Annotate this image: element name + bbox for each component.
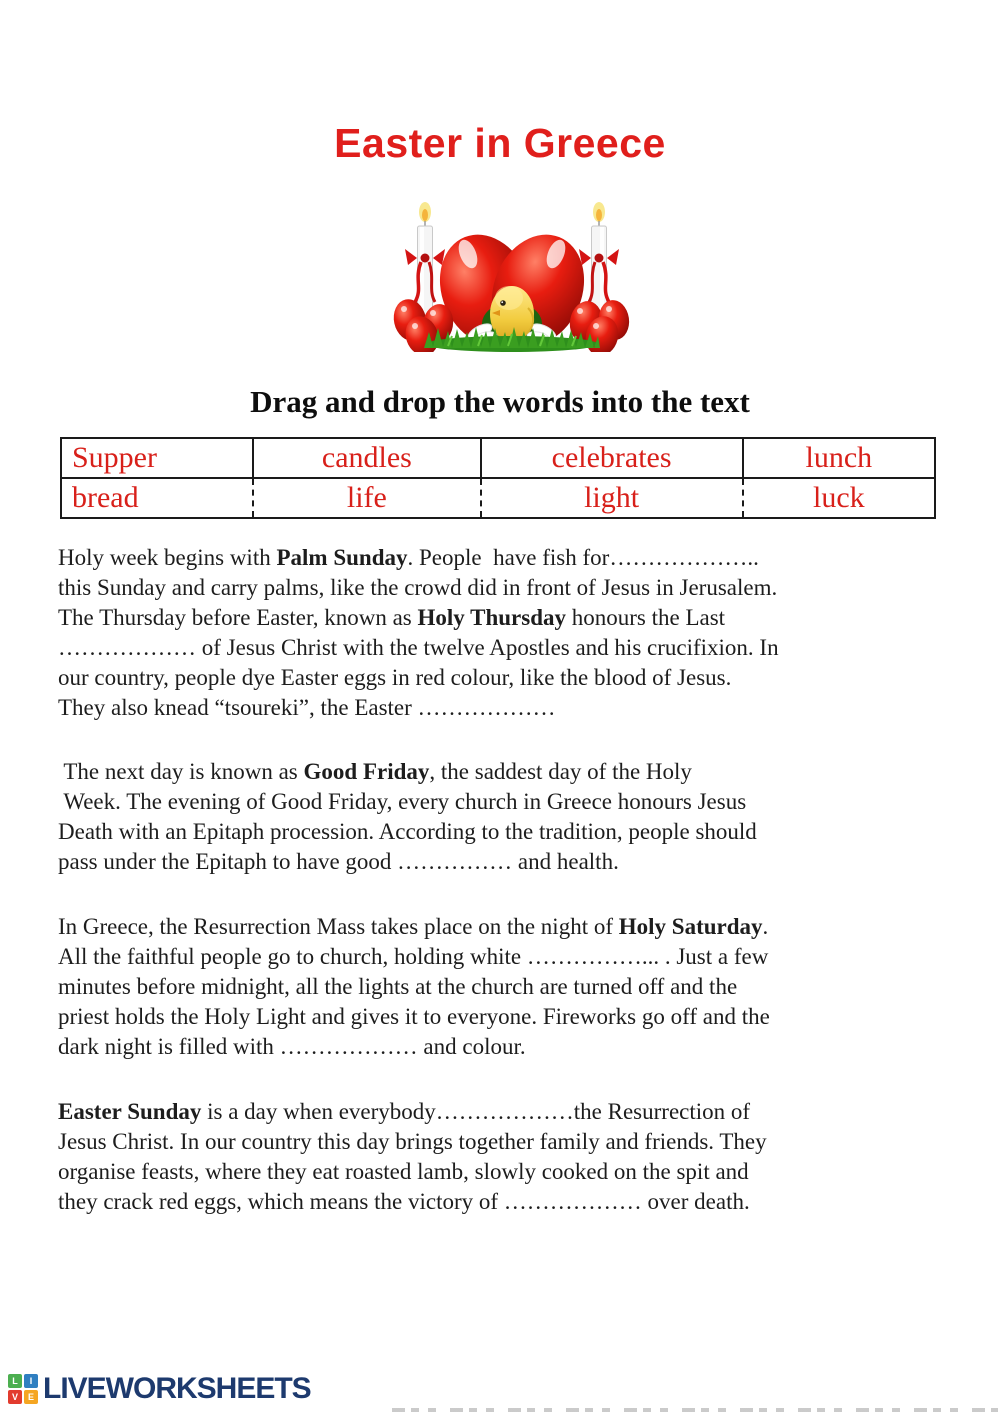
liveworksheets-logo-icon [8, 1374, 38, 1404]
text-line: The next day is known as Good Friday, the saddest day of the Holy [58, 759, 692, 784]
instruction-heading: Drag and drop the words into the text [250, 384, 750, 419]
logo-grid-cell: I [24, 1374, 38, 1388]
word-luck[interactable]: luck [813, 481, 865, 514]
word-candles[interactable]: candles [253, 438, 480, 478]
text-line: they crack red eggs, which means the victory of ……………… over death. [58, 1189, 750, 1214]
text-line: The Thursday before Easter, known as Holy Thursday honours the Last [58, 605, 726, 630]
word-supper[interactable]: Supper [61, 438, 253, 478]
text-line: our country, people dye Easter eggs in red colour, like the blood of Jesus. [58, 665, 732, 690]
text-line: Jesus Christ. In our country this day brings together family and friends. They [58, 1129, 767, 1154]
logo-grid-cell: E [24, 1390, 38, 1404]
text-line: priest holds the Holy Light and gives it to everyone. Fireworks go off and the [58, 1004, 770, 1029]
text-line: Death with an Epitaph procession. According to the tradition, people should [58, 819, 757, 844]
word-celebrates[interactable]: celebrates [481, 438, 743, 478]
liveworksheets-brand-text: LIVEWORKSHEETS [43, 1372, 311, 1405]
paragraph-holy-saturday [58, 912, 950, 1062]
word-life[interactable]: life [253, 478, 480, 518]
logo-grid-cell: V [8, 1390, 22, 1404]
easter-illustration [388, 196, 636, 352]
page-title: Easter in Greece [334, 120, 666, 166]
paragraph-good-friday [58, 757, 950, 877]
text-line: Easter Sunday is a day when everybody………………the Resurrection of [58, 1099, 751, 1124]
text-line: In Greece, the Resurrection Mass takes place on the night of Holy Saturday. [58, 914, 769, 939]
cropped-next-page-text [392, 1408, 998, 1412]
paragraph-easter-sunday [58, 1097, 950, 1217]
word-lunch[interactable]: lunch [743, 438, 935, 478]
text-line: All the faithful people go to church, holding white ……………... . Just a few [58, 944, 769, 969]
text-line: Week. The evening of Good Friday, every church in Greece honours Jesus [58, 789, 747, 814]
text-line: dark night is filled with ……………… and colour. [58, 1034, 526, 1059]
text-line: ……………… of Jesus Christ with the twelve Apostles and his crucifixion. In [58, 635, 779, 660]
text-line: Holy week begins with Palm Sunday. People have fish for……………….. [58, 545, 759, 570]
word-light[interactable]: light [481, 478, 743, 518]
easter-eggs-candles-image [388, 196, 636, 352]
word-bank-table [60, 437, 936, 519]
word-bread[interactable]: bread [61, 478, 253, 518]
text-line: pass under the Epitaph to have good …………… and health. [58, 849, 619, 874]
text-line: They also knead “tsoureki”, the Easter ……………… [58, 695, 556, 720]
text-line: organise feasts, where they eat roasted lamb, slowly cooked on the spit and [58, 1159, 749, 1184]
paragraph-palm-sunday [58, 543, 950, 723]
text-line: this Sunday and carry palms, like the crowd did in front of Jesus in Jerusalem. [58, 575, 778, 600]
liveworksheets-logo[interactable] [8, 1372, 311, 1406]
text-line: minutes before midnight, all the lights at the church are turned off and the [58, 974, 738, 999]
logo-grid-cell: L [8, 1374, 22, 1388]
